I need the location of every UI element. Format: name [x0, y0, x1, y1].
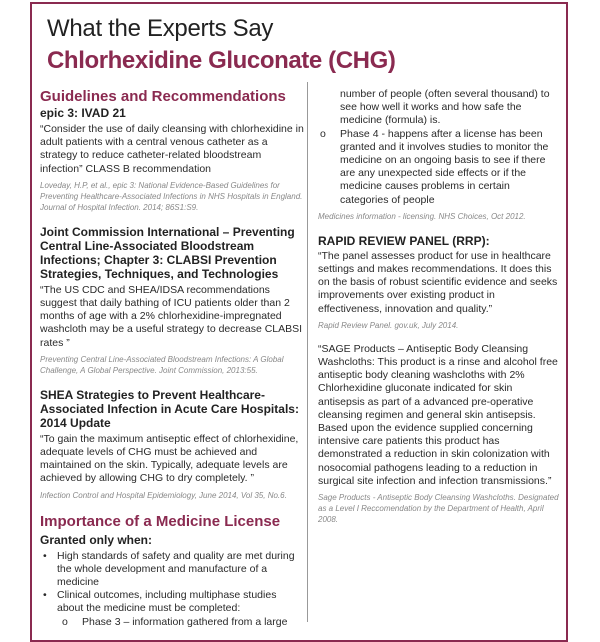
jci-quote: “The US CDC and SHEA/IDSA recommendations suggest that daily bathing of ICU patients older than 2 months of age with a 2% chlorhexidine-impregnated washcloth may be a useful strategy to decrease CLABSI rates ”	[40, 283, 303, 349]
epic-citation: Loveday, H.P, et al., epic 3: National Evidence-Based Guidelines for Preventing Healthcare-Associated Infections in NHS Hospitals in England. Journal of Hospital Infection. 2014; 86S1:S9.	[40, 180, 303, 212]
jci-heading: Joint Commission International – Preventing Central Line-Associated Bloodstream Infections; Chapter 3: CLABSI Prevention Strategies, Techniques, and Technologies	[40, 224, 295, 281]
sage-citation: Sage Products - Antiseptic Body Cleansing Washcloths. Designated as a Level I Reccomendation by the Department of Health, April 2008.	[318, 493, 559, 525]
rrp-quote: “The panel assesses product for use in healthcare settings and makes recommendations. It does this on the basis of robust scientific evidence and seeks improvements over existing product in effectiveness, innovation and quality.”	[318, 249, 558, 315]
license-bullets	[40, 550, 304, 629]
guidelines-heading: Guidelines and Recommendations	[40, 88, 286, 105]
shea-quote: “To gain the maximum antiseptic effect of chlorhexidine, adequate levels of CHG must be achieved and maintained on the skin. Typically, adequate levels are achieved by allowing CHG to dry completely. ”	[40, 432, 299, 485]
page-title: What the Experts Say	[47, 15, 274, 42]
shea-section	[40, 388, 304, 501]
list-item-phase3: o Phase 3 – information gathered from a large	[62, 616, 304, 629]
rrp-section	[318, 234, 560, 331]
epic-quote: “Consider the use of daily cleansing with chlorhexidine in adult patients with a central venous catheter as a strategy to reduce catheter-related bloodstream infection” CLASS B recommendation	[40, 123, 304, 175]
license-section	[40, 513, 304, 629]
list-item-phase4: o Phase 4 - happens after a license has been granted and it involves studies to monitor the medicine on an ongoing basis to see if there are any unexpected side effects or if the medicine causes problems in certain categories of people	[320, 128, 560, 207]
list-item: • High standards of safety and quality are met during the whole development and manufacture of a medicine	[40, 550, 304, 590]
left-column	[40, 88, 304, 641]
list-item: • Clinical outcomes, including multiphase studies about the medicine must be completed:	[40, 589, 304, 615]
phase3-continued: number of people (often several thousand) to see how well it works and how safe the medicine (formula) is.	[340, 88, 550, 127]
phases-section	[318, 88, 560, 222]
column-divider	[307, 82, 308, 622]
jci-citation: Preventing Central Line-Associated Bloodstream Infections: A Global Challenge, A Global Perspective. Joint Commission, 2013:55.	[40, 354, 284, 375]
rrp-citation: Rapid Review Panel. gov.uk, July 2014.	[318, 320, 459, 330]
license-subheading: Granted only when:	[40, 532, 153, 547]
epic-heading: epic 3: IVAD 21	[40, 106, 126, 120]
license-heading: Importance of a Medicine License	[40, 512, 281, 530]
sage-quote: “SAGE Products – Antiseptic Body Cleansing Washcloths: This product is a rinse and alcohol free antiseptic body cleaning washcloths with 2% Chlorhexidine gluconate indicated for skin antisepsis as part of a advanced pre-operative cleansing regimen and general skin antisepsis. Based upon the evidence supplied concerning intensive care patients this product has demonstrated a reduction in skin colonization with nosocomial pathogens leading to a reduction in surgical site infection and infection transmissions.”	[318, 342, 558, 487]
right-column	[318, 88, 560, 537]
epic-section	[40, 88, 304, 213]
rrp-heading: RAPID REVIEW PANEL (RRP):	[318, 233, 490, 248]
shea-citation: Infection Control and Hospital Epidemiology, June 2014, Vol 35, No.6.	[40, 490, 287, 500]
page-subtitle: Chlorhexidine Gluconate (CHG)	[47, 47, 396, 74]
shea-heading: SHEA Strategies to Prevent Healthcare-Associated Infection in Acute Care Hospitals: 2014 Update	[40, 387, 299, 430]
license-citation: Medicines information - licensing. NHS Choices, Oct 2012.	[318, 211, 526, 221]
jci-section	[40, 225, 304, 376]
sage-section	[318, 343, 560, 525]
